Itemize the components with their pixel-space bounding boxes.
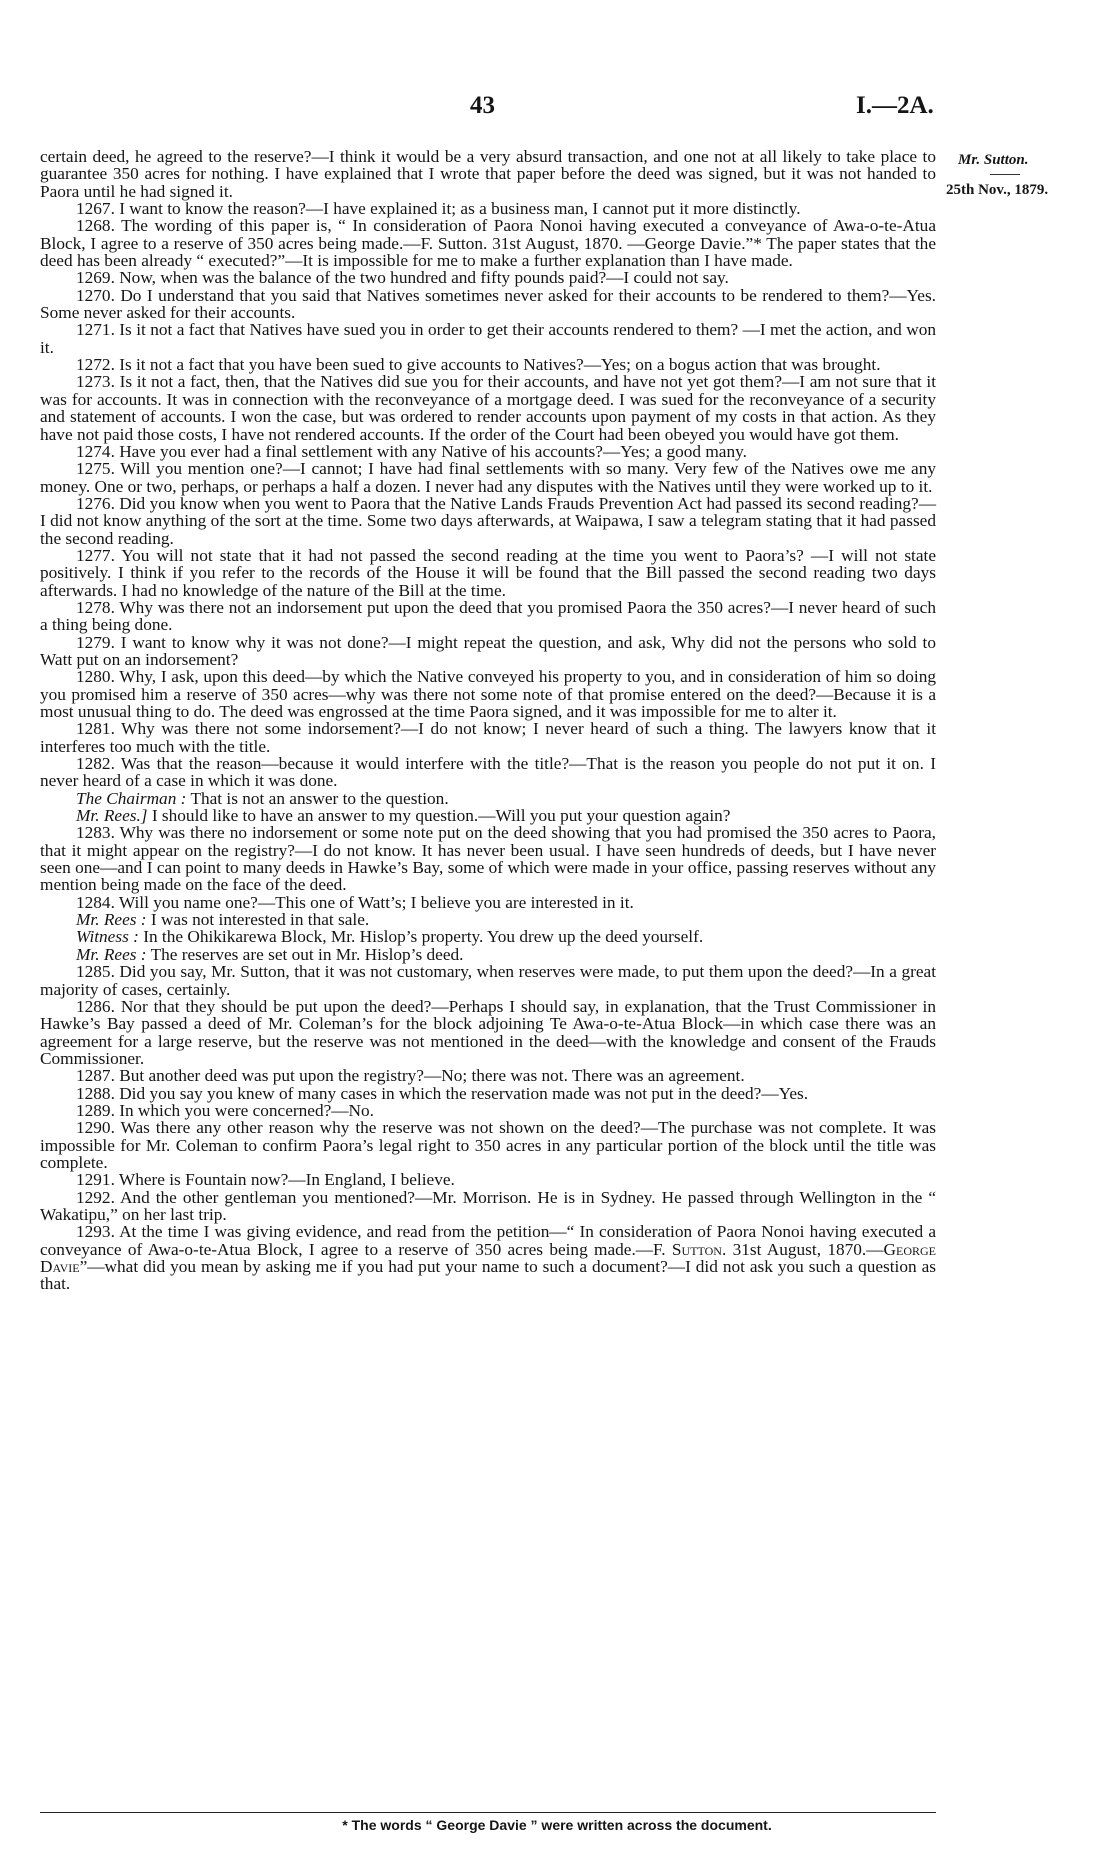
question-1268: 1268. The wording of this paper is, “ In consideration of Paora Nonoi having executed a conveyance of Awa-o-te-Atua Block, I agree to a reserve of 350 acres being made.—F. Sutton. 31st August, 1870. —George Davie.”* The paper states that the deed has been already “ executed?”—It is impossible for me to make a further explanation than I have made. xyxy=(40,216,936,271)
evidence-body xyxy=(40,148,936,1293)
remark-text: I should like to have an answer to my question.—Will you put your question again? xyxy=(151,806,731,826)
question-1267: 1267. I want to know the reason?—I have explained it; as a business man, I cannot put it more distinctly. xyxy=(76,199,801,219)
rees-remark xyxy=(40,807,936,824)
speaker-label: Mr. Rees.] xyxy=(76,806,148,826)
question-text: 1293. At the time I was giving evidence, and read from the petition—“ In consideration of Paora Nonoi having executed a conveyance of Awa-o-te-Atua Block, I agree to a reserve of 350 acres being made.—F. xyxy=(40,1222,936,1259)
margin-divider xyxy=(990,174,1020,175)
question-1269: 1269. Now, when was the balance of the two hundred and fifty pounds paid?—I could not say. xyxy=(76,268,729,288)
question-1276: 1276. Did you know when you went to Paora that the Native Lands Frauds Prevention Act had passed its second reading?—I did not know anything of the sort at the time. Some two days afterwards, at Waipawa, I saw a telegram stating that it had passed the second reading. xyxy=(40,493,936,548)
question-1284: 1284. Will you name one?—This one of Watt’s; I believe you are interested in it. xyxy=(76,892,634,912)
footnote-divider xyxy=(40,1812,936,1813)
speaker-label: The Chairman : xyxy=(76,788,187,808)
question-1289: 1289. In which you were concerned?—No. xyxy=(76,1100,375,1120)
signatory-name: Sutton xyxy=(671,1239,722,1259)
witness-remark xyxy=(40,928,936,945)
question-1286: 1286. Nor that they should be put upon the deed?—Perhaps I should say, in explanation, that the Trust Commissioner in Hawke’s Bay passed a deed of Mr. Coleman’s for the block adjoining Te Awa-o-te-Atua Block—in which case there was an agreement for a large reserve, but the reserve was not mentioned in the deed—with the knowledge and consent of the Frauds Commissioner. xyxy=(40,996,936,1068)
signatory-name: George Davie xyxy=(40,1239,936,1276)
margin-date: 25th Nov., 1879. xyxy=(946,182,1049,198)
remark-text: I was not interested in that sale. xyxy=(150,910,370,930)
speaker-label: Mr. Rees : xyxy=(76,944,147,964)
question-1277: 1277. You will not state that it had not passed the second reading at the time you went to Paora’s? —I will not state positively. I think if you refer to the records of the House it will be found that the Bill passed the second reading two days afterwards. I had no knowledge of the nature of the Bill at the time. xyxy=(40,545,936,600)
question-1270: 1270. Do I understand that you said that Natives sometimes never asked for their accounts to be rendered to them?—Yes. Some never asked for their accounts. xyxy=(40,285,936,323)
margin-witness-name: Mr. Sutton. xyxy=(958,152,1029,168)
question-1281: 1281. Why was there not some indorsement?—I do not know; I never heard of such a thing. The lawyers know that it interferes too much with the title. xyxy=(40,719,936,756)
question-text: ”—what did you mean by asking me if you had put your name to such a document?—I did not ask you such a question as that. xyxy=(40,1257,936,1294)
question-1287: 1287. But another deed was put upon the registry?—No; there was not. There was an agreement. xyxy=(76,1066,745,1086)
question-text: . 31st August, 1870.— xyxy=(721,1239,884,1259)
question-1285: 1285. Did you say, Mr. Sutton, that it was not customary, when reserves were made, to put them upon the deed?—In a great majority of cases, certainly. xyxy=(40,962,936,999)
question-1279: 1279. I want to know why it was not done?—I might repeat the question, and ask, Why did not the persons who sold to Watt put on an indorsement? xyxy=(40,632,936,669)
rees-remark xyxy=(40,946,936,963)
page-number: 43 xyxy=(470,92,495,119)
footnote: * The words “ George Davie ” were written across the document. xyxy=(342,1817,772,1833)
question-1292: 1292. And the other gentleman you mentioned?—Mr. Morrison. He is in Sydney. He passed through Wellington in the “ Wakatipu,” on her last trip. xyxy=(40,1187,936,1224)
question-1280: 1280. Why, I ask, upon this deed—by which the Native conveyed his property to you, and in consideration of him so doing you promised him a reserve of 350 acres—why was there not some note of that promise entered on the deed?—Because it is a most unusual thing to do. The deed was engrossed at the time Paora signed, and it was impossible for me to alter it. xyxy=(40,667,936,721)
question-1272: 1272. Is it not a fact that you have been sued to give accounts to Natives?—Yes; on a bogus action that was brought. xyxy=(76,355,881,375)
question-1283: 1283. Why was there no indorsement or some note put on the deed showing that you had promised the 350 acres to Paora, that it might appear on the registry?—I do not know. It has never been usual. I have seen hundreds of deeds, but I have never seen one—and I can point to many deeds in Hawke’s Bay, some of which were made in your office, passing reserves without any mention being made on the face of the deed. xyxy=(40,823,936,895)
chairman-remark xyxy=(40,790,936,807)
speaker-label: Witness : xyxy=(76,927,139,947)
remark-text: The reserves are set out in Mr. Hislop’s deed. xyxy=(150,944,464,964)
question-1291: 1291. Where is Fountain now?—In England, I believe. xyxy=(76,1170,455,1190)
question-1282: 1282. Was that the reason—because it would interfere with the title?—That is the reason you people do not put it on. I never heard of a case in which it was done. xyxy=(40,754,936,791)
rees-remark xyxy=(40,911,936,928)
question-1290: 1290. Was there any other reason why the reserve was not shown on the deed?—The purchase was not complete. It was impossible for Mr. Coleman to confirm Paora’s legal right to 350 acres in any particular portion of the block until the title was complete. xyxy=(40,1118,936,1172)
question-1293 xyxy=(40,1223,936,1292)
question-1275: 1275. Will you mention one?—I cannot; I have had final settlements with so many. Very few of the Natives owe me any money. One or two, perhaps, or perhaps a half a dozen. I never had any disputes with the Natives until they were worked up to it. xyxy=(40,459,936,496)
question-1274: 1274. Have you ever had a final settlement with any Native of his accounts?—Yes; a good many. xyxy=(76,441,747,461)
question-1273: 1273. Is it not a fact, then, that the Natives did sue you for their accounts, and have not yet got them?—I am not sure that it was for accounts. It was in connection with the reconveyance of a mortgage deed. I was sued for the reconveyance of a security and statement of accounts. I won the case, but was ordered to render accounts upon payment of my costs in that action. As they have not paid those costs, I have not rendered accounts. If the order of the Court had been obeyed you would have got them. xyxy=(40,372,936,444)
remark-text: In the Ohikikarewa Block, Mr. Hislop’s property. You drew up the deed yourself. xyxy=(143,927,704,947)
question-1271: 1271. Is it not a fact that Natives have sued you in order to get their accounts rendered to them? —I met the action, and won it. xyxy=(40,320,936,357)
question-1288: 1288. Did you say you knew of many cases in which the reservation made was not put in the deed?—Yes. xyxy=(76,1083,809,1103)
speaker-label: Mr. Rees : xyxy=(76,910,147,930)
question-1278: 1278. Why was there not an indorsement put upon the deed that you promised Paora the 350 acres?—I never heard of such a thing being done. xyxy=(40,597,936,635)
remark-text: That is not an answer to the question. xyxy=(190,788,449,808)
paper-reference: I.—2A. xyxy=(856,92,934,119)
paragraph-continuation: certain deed, he agreed to the reserve?—I think it would be a very absurd transaction, and one not at all likely to take place to guarantee 350 acres for nothing. I have explained that I wrote that paper before the deed was signed, but it was not handed to Paora until he had signed it. xyxy=(40,147,936,201)
